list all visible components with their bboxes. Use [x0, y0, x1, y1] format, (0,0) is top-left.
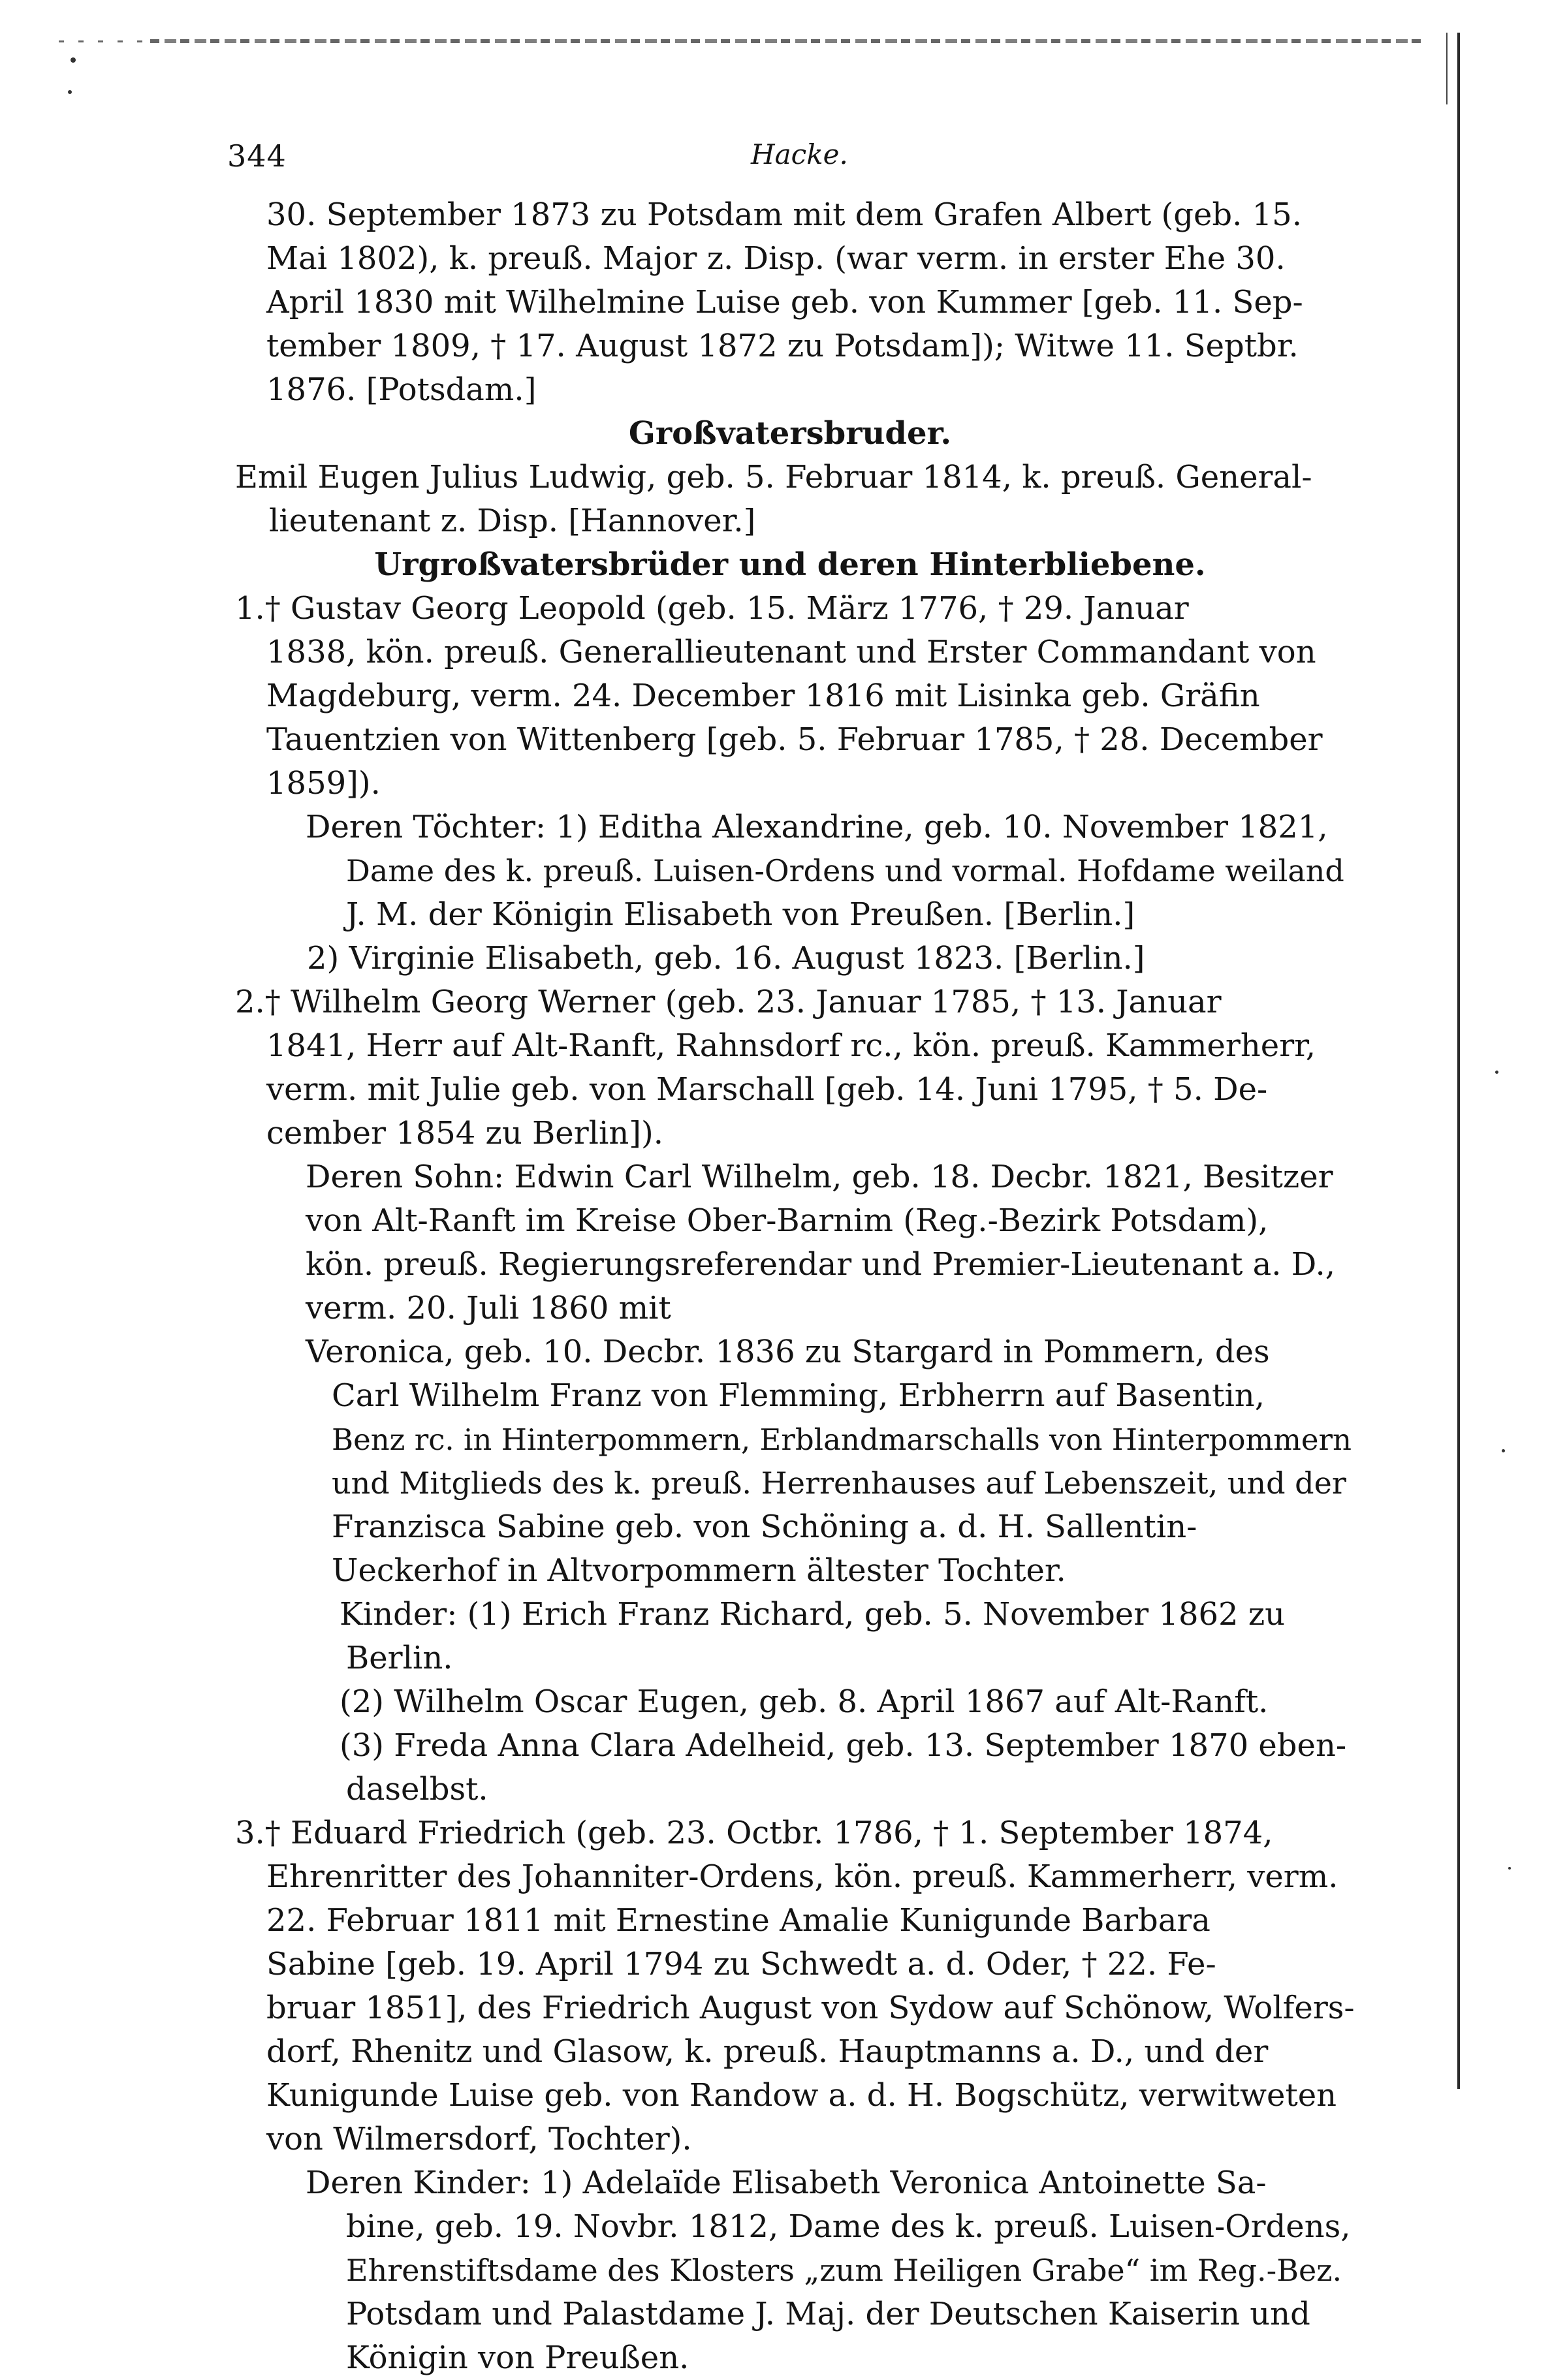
text-line: bruar 1851], des Friedrich August von Sydow auf Schönow, Wolfers- [266, 1990, 1355, 2026]
text-line: 30. September 1873 zu Potsdam mit dem Grafen Albert (geb. 15. [266, 196, 1302, 233]
text-line: lieutenant z. Disp. [Hannover.] [269, 503, 756, 539]
text-line: 3.† Eduard Friedrich (geb. 23. Octbr. 1786, † 1. September 1874, [235, 1815, 1273, 1851]
text-line: verm. mit Julie geb. von Marschall [geb. 14. Juni 1795, † 5. De- [266, 1071, 1268, 1108]
text-line: Sabine [geb. 19. April 1794 zu Schwedt a. d. Oder, † 22. Fe- [266, 1946, 1216, 1982]
scan-speck [1495, 1071, 1498, 1074]
text-line: Franzisca Sabine geb. von Schöning a. d. H. Sallentin- [332, 1509, 1197, 1545]
text-line: Kunigunde Luise geb. von Randow a. d. H. Bogschütz, verwitweten [266, 2077, 1337, 2114]
page-number: 344 [227, 138, 287, 174]
text-line: Kinder: (1) Erich Franz Richard, geb. 5. November 1862 zu [340, 1596, 1286, 1633]
text-line: 1876. [Potsdam.] [266, 371, 537, 408]
text-line: Magdeburg, verm. 24. December 1816 mit Lisinka geb. Gräfin [266, 678, 1260, 714]
text-line: 1838, kön. preuß. Generallieutenant und Erster Commandant von [266, 634, 1316, 670]
text-line: tember 1809, † 17. August 1872 zu Potsdam]); Witwe 11. Septbr. [266, 328, 1299, 364]
text-line: 2.† Wilhelm Georg Werner (geb. 23. Januar 1785, † 13. Januar [235, 984, 1222, 1020]
scan-speck [1502, 1449, 1505, 1452]
text-line: 1841, Herr auf Alt-Ranft, Rahnsdorf rc., kön. preuß. Kammerherr, [266, 1027, 1316, 1064]
text-line: von Alt-Ranft im Kreise Ober-Barnim (Reg.-Bezirk Potsdam), [306, 1202, 1269, 1239]
text-line: Carl Wilhelm Franz von Flemming, Erbherrn auf Basentin, [332, 1377, 1265, 1414]
section-heading: Großvatersbruder. [628, 415, 952, 452]
scan-artifact-page-edge [1457, 33, 1460, 2089]
text-line: Deren Sohn: Edwin Carl Wilhelm, geb. 18. Decbr. 1821, Besitzer [306, 1159, 1333, 1195]
text-line: und Mitglieds des k. preuß. Herrenhauses auf Lebenszeit, und der [332, 1465, 1346, 1501]
text-line: 2) Virginie Elisabeth, geb. 16. August 1823. [Berlin.] [307, 940, 1145, 977]
text-line: Veronica, geb. 10. Decbr. 1836 zu Stargard in Pommern, des [306, 1334, 1270, 1370]
text-line: (3) Freda Anna Clara Adelheid, geb. 13. September 1870 eben- [340, 1727, 1347, 1764]
scan-speck [71, 57, 76, 63]
scan-speck [1508, 1867, 1511, 1870]
text-line: verm. 20. Juli 1860 mit [306, 1290, 671, 1326]
text-line: von Wilmersdorf, Tochter). [266, 2121, 692, 2157]
text-line: Tauentzien von Wittenberg [geb. 5. Februar 1785, † 28. December [266, 721, 1323, 758]
text-line: Ehrenritter des Johanniter-Ordens, kön. preuß. Kammerherr, verm. [266, 1858, 1338, 1895]
text-line: Deren Kinder: 1) Adelaïde Elisabeth Veronica Antoinette Sa- [306, 2165, 1267, 2201]
text-line: Berlin. [346, 1640, 453, 1676]
text-line: Ehrenstiftsdame des Klosters „zum Heiligen Grabe“ im Reg.-Bez. [346, 2253, 1342, 2288]
section-heading: Urgroßvatersbrüder und deren Hinterbliebene. [374, 546, 1206, 583]
text-line: dorf, Rhenitz und Glasow, k. preuß. Hauptmanns a. D., und der [266, 2033, 1269, 2070]
scan-artifact-page-edge-short [1446, 33, 1448, 104]
text-line: J. M. der Königin Elisabeth von Preußen. [Berlin.] [346, 896, 1135, 933]
text-line: 1859]). [266, 765, 381, 802]
running-title: Hacke. [751, 138, 848, 170]
text-line: April 1830 mit Wilhelmine Luise geb. von Kummer [geb. 11. Sep- [266, 284, 1303, 321]
text-line: 22. Februar 1811 mit Ernestine Amalie Kunigunde Barbara [266, 1902, 1211, 1939]
body-text [222, 193, 1358, 2380]
text-line: Benz rc. in Hinterpommern, Erblandmarschalls von Hinterpommern [332, 1422, 1352, 1457]
text-line: cember 1854 zu Berlin]). [266, 1115, 663, 1151]
text-line: bine, geb. 19. Novbr. 1812, Dame des k. preuß. Luisen-Ordens, [346, 2208, 1351, 2245]
text-line: Emil Eugen Julius Ludwig, geb. 5. Februar 1814, k. preuß. General- [235, 459, 1312, 495]
text-line: Dame des k. preuß. Luisen-Ordens und vormal. Hofdame weiland [346, 853, 1344, 888]
scan-artifact-top-rule [150, 39, 1423, 43]
text-line: Ueckerhof in Altvorpommern ältester Tochter. [332, 1552, 1066, 1589]
text-line: Mai 1802), k. preuß. Major z. Disp. (war verm. in erster Ehe 30. [266, 240, 1286, 277]
text-line: (2) Wilhelm Oscar Eugen, geb. 8. April 1867 auf Alt-Ranft. [340, 1683, 1269, 1720]
scan-speck [68, 90, 72, 94]
text-line: Deren Töchter: 1) Editha Alexandrine, geb. 10. November 1821, [306, 809, 1328, 845]
text-line: Königin von Preußen. [346, 2340, 689, 2376]
scan-artifact-top-left [59, 40, 144, 42]
text-line: 1.† Gustav Georg Leopold (geb. 15. März 1776, † 29. Januar [235, 590, 1189, 627]
text-line: daselbst. [346, 1771, 488, 1808]
text-line: Potsdam und Palastdame J. Maj. der Deutschen Kaiserin und [346, 2296, 1310, 2332]
text-line: kön. preuß. Regierungsreferendar und Premier-Lieutenant a. D., [306, 1246, 1336, 1283]
